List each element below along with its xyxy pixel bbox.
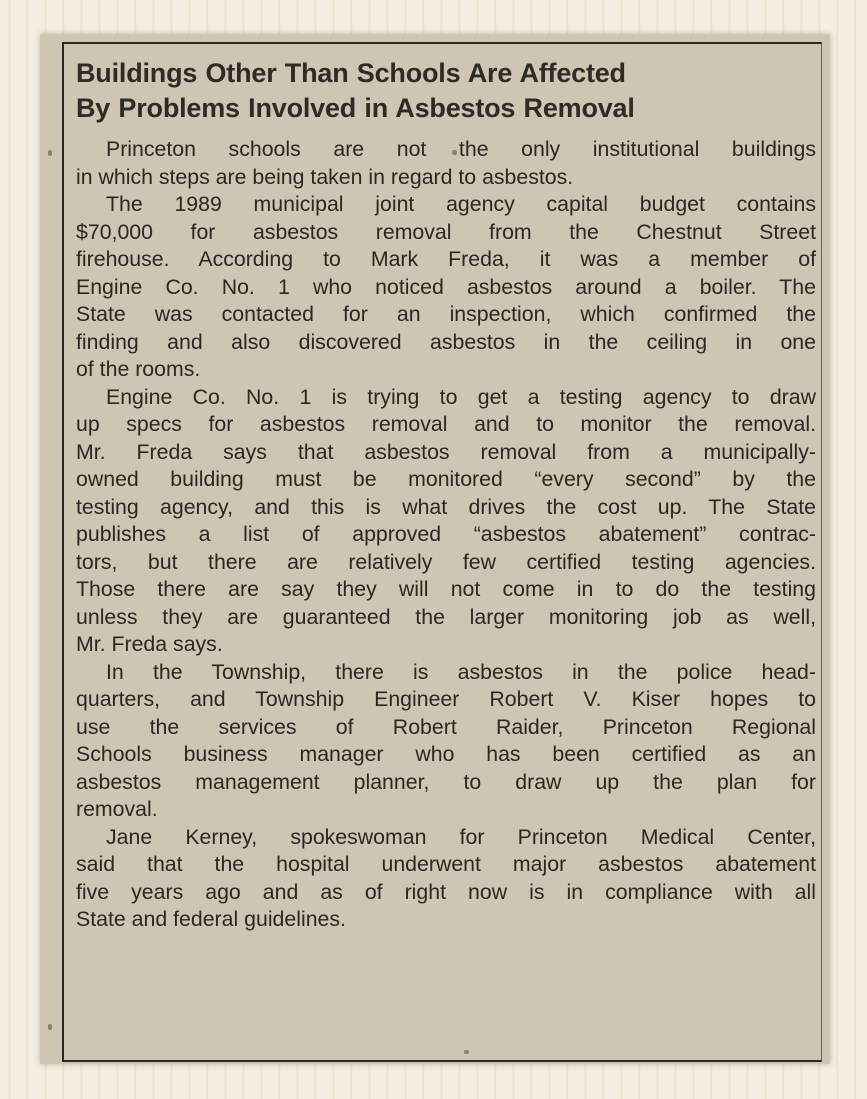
text-line: $70,000 for asbestos removal from the Chestnut Street [76,219,816,244]
paragraph [76,659,816,824]
article [76,56,816,934]
text-line: Those there are say they will not come in to do the testing [76,577,816,601]
ink-smudge [48,1024,52,1030]
text-line: Engine Co. No. 1 is trying to get a testing agency to draw [106,384,816,409]
ink-smudge [464,1050,469,1054]
text-line: five years ago and as of right now is in compliance with all [76,879,816,904]
headline-line: Buildings Other Than Schools Are Affected [76,58,626,88]
text-line: Mr. Freda says that asbestos removal from a municipally- [76,439,816,464]
text-line: quarters, and Township Engineer Robert V. Kiser hopes to [76,687,816,711]
text-line: of the rooms. [76,357,201,381]
text-line: The 1989 municipal joint agency capital budget contains [106,192,816,216]
text-line: removal. [76,797,158,821]
ink-smudge [48,150,52,156]
text-line: asbestos management planner, to draw up the plan for [76,769,816,794]
text-line: Jane Kerney, spokeswoman for Princeton Medical Center, [106,824,816,849]
text-line: owned building must be monitored “every second” by the [76,467,816,491]
text-line: publishes a list of approved “asbestos abatement” contrac- [76,522,816,546]
text-line: Schools business manager who has been certified as an [76,742,816,766]
paragraph [76,384,816,659]
text-line: tors, but there are relatively few certified testing agencies. [76,549,816,574]
text-line: up specs for asbestos removal and to monitor the removal. [76,412,816,436]
text-line: State was contacted for an inspection, which confirmed the [76,302,816,326]
article-body [76,136,816,934]
text-line: unless they are guaranteed the larger monitoring job as well, [76,604,816,629]
paragraph [76,824,816,934]
text-line: finding and also discovered asbestos in the ceiling in one [76,329,816,354]
paragraph [76,136,816,191]
text-line: In the Township, there is asbestos in the police head- [106,659,816,684]
text-line: firehouse. According to Mark Freda, it was a member of [76,247,816,271]
paragraph [76,191,816,384]
headline [76,56,816,126]
text-line: use the services of Robert Raider, Princeton Regional [76,714,816,739]
text-line: Mr. Freda says. [76,632,223,656]
text-line: said that the hospital underwent major asbestos abatement [76,852,816,876]
headline-line: By Problems Involved in Asbestos Removal [76,93,635,123]
text-line: Engine Co. No. 1 who noticed asbestos around a boiler. The [76,274,816,299]
text-line: Princeton schools are not the only institutional buildings [106,137,816,161]
text-line: State and federal guidelines. [76,907,346,931]
text-line: testing agency, and this is what drives the cost up. The State [76,494,816,519]
text-line: in which steps are being taken in regard to asbestos. [76,164,574,189]
